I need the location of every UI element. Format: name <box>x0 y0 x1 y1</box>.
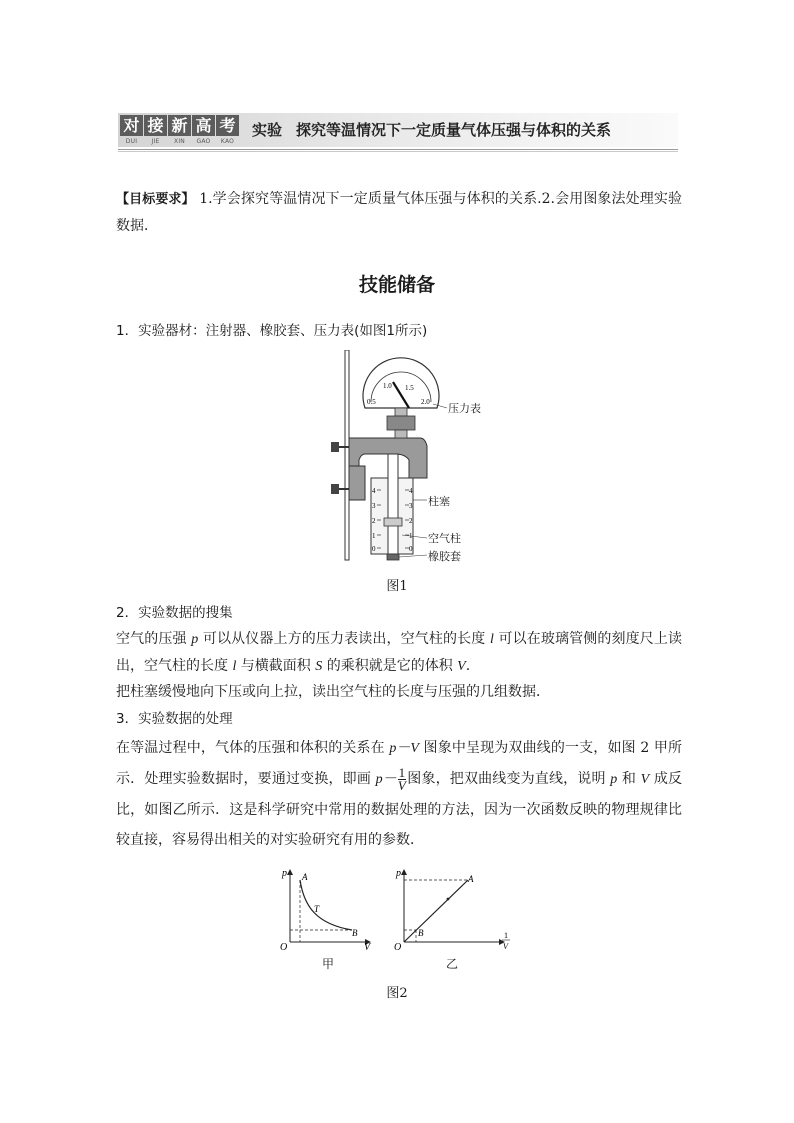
figure2-right-graph <box>392 866 517 951</box>
var-l: l <box>232 659 237 674</box>
figure1-caption: 图1 <box>386 579 408 594</box>
scale-number: 2 <box>372 517 376 525</box>
var-s: S <box>315 659 323 674</box>
var-l: l <box>489 632 494 647</box>
isotherm-curve <box>300 880 352 930</box>
label-rubber-cap: 橡胶套 <box>428 550 461 563</box>
origin-label: O <box>280 942 288 951</box>
point-b-label: B <box>352 928 358 938</box>
label-gauge: 压力表 <box>448 402 481 415</box>
fraction-denominator: V <box>397 777 406 793</box>
item3-title: 3．实验数据的处理 <box>116 711 233 727</box>
text-run: 图象中呈现为双曲线的一支，如图 2 甲所示．处理实验数据时，要通过变换，即画 <box>116 740 682 787</box>
divider <box>118 151 678 152</box>
badge-pinyin-item: KAO <box>220 138 235 145</box>
text-run: 的乘积就是它的体积 <box>322 658 458 674</box>
text-run: . <box>465 658 471 674</box>
text-run: 在等温过程中，气体的压强和体积的关系在 <box>116 740 390 756</box>
text-run: 图象，把双曲线变为直线，说明 <box>407 771 611 787</box>
item2-line2: 把柱塞缓慢地向下压或向上拉，读出空气柱的长度与压强的几组数据． <box>116 684 550 700</box>
item1-title: 1．实验器材：注射器、橡胶套、压力表(如图1所示) <box>116 323 428 339</box>
proportional-line <box>404 880 468 942</box>
clamp-knob <box>331 442 339 452</box>
text-run: 与横截面积 <box>236 658 316 674</box>
scale-number: 1 <box>409 532 413 540</box>
figure2-caption: 图2 <box>386 986 408 1001</box>
clamp-knob <box>331 484 339 494</box>
goal-tag: 【目标要求】 <box>116 192 195 207</box>
badge-pinyin <box>120 138 242 145</box>
title-text: 探究等温情况下一定质量气体压强与体积的关系 <box>296 121 612 139</box>
item3-paragraph <box>116 733 682 855</box>
scale-number: 3 <box>409 502 413 510</box>
goal-text: 1.学会探究等温情况下一定质量气体压强与体积的关系.2.会用图象法处理实验数据． <box>116 191 682 234</box>
scale-zero: 0 <box>372 545 376 553</box>
fraction-numerator: 1 <box>398 764 406 780</box>
x-axis-label: V <box>364 942 371 951</box>
curve-label: T <box>314 904 320 914</box>
plunger-rod <box>388 454 398 554</box>
badge-char: 对 <box>120 115 143 136</box>
var-p: p <box>191 632 199 647</box>
badge-pinyin-item: GAO <box>196 138 211 145</box>
figure2-left-graph <box>276 866 376 951</box>
scale-number: 2 <box>409 517 413 525</box>
item2-title: 2．实验数据的搜集 <box>116 605 233 621</box>
label-air-column: 空气柱 <box>428 532 461 545</box>
gauge-connector <box>387 416 415 430</box>
text-run: 可以从仪器上方的压力表读出，空气柱的长度 <box>198 631 490 647</box>
x-axis-num: 1 <box>504 931 508 940</box>
fraction-one-over-v <box>397 764 407 793</box>
goal-paragraph <box>116 186 682 240</box>
gauge-tick: 1.0 <box>383 382 392 390</box>
figure2-right-subcaption: 乙 <box>446 957 459 971</box>
badge-char: 考 <box>216 115 239 136</box>
page-title <box>252 119 611 140</box>
badge-logo <box>120 115 239 136</box>
point-a-label: A <box>302 872 308 882</box>
plunger-head <box>384 518 402 526</box>
text-run: 和 <box>617 771 641 787</box>
badge-pinyin-item: DUI <box>125 138 138 145</box>
badge-char: 高 <box>192 115 215 136</box>
divider <box>118 149 678 150</box>
figure2-left-subcaption: 甲 <box>322 957 335 971</box>
stand-rod <box>345 350 349 560</box>
gauge-tick: 1.5 <box>405 384 414 392</box>
origin-label: O <box>394 942 402 951</box>
header-banner <box>118 113 678 151</box>
badge-char: 接 <box>144 115 167 136</box>
rubber-cap <box>387 554 399 560</box>
lab-label: 实验 <box>252 121 283 139</box>
section-heading: 技能储备 <box>358 274 435 296</box>
var-v: V <box>457 659 466 674</box>
y-axis-label: p <box>282 868 287 879</box>
text-run: 可以在玻璃管侧的刻度尺上读出，空气柱的长度 <box>116 631 683 674</box>
scale-number: 4 <box>372 487 376 495</box>
gauge-tick: 2.0 <box>421 398 430 406</box>
scale-number: 4 <box>409 487 413 495</box>
text-run: 空气的压强 <box>116 631 192 647</box>
var-v: V <box>640 772 650 787</box>
badge-pinyin-item: JIE <box>151 138 160 145</box>
point-b-label: B <box>418 928 424 938</box>
label-plunger: 柱塞 <box>428 495 450 508</box>
y-axis-label: p <box>396 868 401 879</box>
var-p: p－ <box>375 772 397 787</box>
scale-zero: 0 <box>409 545 413 553</box>
badge-char: 新 <box>168 115 191 136</box>
point-a-label: A <box>468 874 474 884</box>
var-pv: p－V <box>389 741 419 756</box>
var-p: p <box>610 772 618 787</box>
scale-number: 1 <box>372 532 376 540</box>
data-point <box>447 898 450 901</box>
gauge-tick: 0.5 <box>367 398 376 406</box>
text-run: 成反比，如图乙所示．这是科学研究中常用的数据处理的方法，因为一次函数反映的物理规律比较直接，容易得出相关的对实验研究有用的参数． <box>116 771 683 848</box>
badge-pinyin-item: XIN <box>174 138 185 145</box>
x-axis-den: V <box>503 942 508 951</box>
scale-number: 3 <box>372 502 376 510</box>
item2-paragraph <box>116 626 682 680</box>
